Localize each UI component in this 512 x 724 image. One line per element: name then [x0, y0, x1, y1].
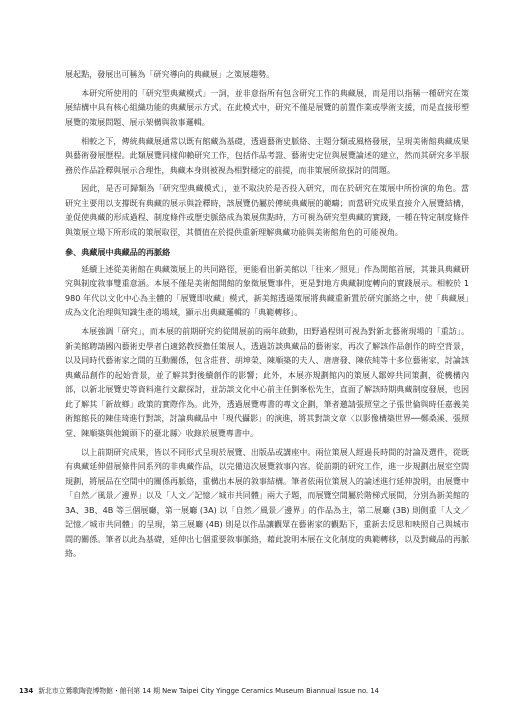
journal-title: 新北市立鶯歌陶瓷博物館・館刊第 14 期 New Taipei City Yingge Ceramics Museum Biannual Issue no. 14: [38, 687, 379, 695]
paragraph: 本研究所使用的「研究型典藏模式」一詞，並非意指所有包含研究工作的典藏展，而是用以指稱一種研究在策展結構中具有核心組織功能的典藏展示方式。在此模式中，研究不僅是展覽的前置作業或學術支援，而是直接形塑展覽的策展問題、展示架構與敘事邏輯。: [65, 88, 469, 127]
section-heading: 參、典藏展中典藏品的再脈絡: [65, 246, 171, 257]
page-number: 134: [19, 687, 34, 695]
page-footer: [19, 685, 379, 695]
paragraph: 以上前期研究成果，皆以不同形式呈現於展覽、出版品或講座中。兩位策展人經過長時間的討論及選件，從既有典藏延伸借展條件同系列的非典藏作品，以完備這次展覽敘事內容。從前期的研究工作，進一步規劃出展室空間規劃，將展品在空間中的關係再脈絡，重構出本展的敘事結構。筆者依兩位策展人的論述進行延伸說明，由展覽中「自然／風景／邊界」以及「人文／記憶／城市共同體」兩大子題，而展覽空間屬於階梯式展間，分別為新美館的 3A、3B、4B 等三個展廳，第一展廳 (3A) 以「自然／風景／邊界」的作品為主，第二展廳 (3B) 則側重「人文／記憶／城市共同體」的呈現，第三展廳 (4B) 則是以作品讓觀眾在藝術家的觀點下，重新去反思和映照自己與城市間的關係。筆者以此為基礎，延伸出七個重要敘事脈絡，藉此說明本展在文化制度的典範轉移，以及對藏品的再脈絡。: [65, 447, 469, 559]
paragraph: 因此，是否可歸類為「研究型典藏模式」，並不取決於是否投入研究，而在於研究在策展中所扮演的角色。當研究主要用以支撐既有典藏的展示與詮釋時，該展覽仍屬於傳統典藏展的範疇；而當研究成果直接介入展覽結構，並促使典藏的形成過程、制度條件或歷史脈絡成為策展焦點時，方可視為研究型典藏的實踐，一種在特定制度條件與策展立場下所形成的策展取徑，其價值在於提供重新理解典藏功能與美術館角色的可能視角。: [65, 184, 469, 238]
paragraph: 展起點，發展出可稱為「研究導向的典藏展」之策展趨勢。: [65, 70, 275, 79]
paragraph-group-intro: [65, 68, 469, 241]
paragraph-group-section: [65, 263, 469, 562]
paragraph: 相較之下，傳統典藏展通常以既有館藏為基礎，透過藝術史脈絡、主題分類或風格發展，呈現美術館典藏成果與藝術發展歷程。此類展覽同樣仰賴研究工作，包括作品考證、藝術史定位與展覽論述的建立，然而其研究多半服務於作品詮釋與展示合理性，典藏本身則被視為相對穩定的前提，而非策展所欲探討的問題。: [65, 136, 469, 175]
paragraph: 本展強調「研究」，而本展的前期研究約從開展前的兩年啟動，田野過程則可視為對新北藝術現場的「重訪」。新美館聘請國內藝術史學者白適銘教授擔任策展人，透過訪談典藏品的藝術家，再次了解該作品創作的時空背景，以及同時代藝術家之間的互動關係，包含莊普、胡坤榮、陳順築的夫人、唐唐發、陳依純等十多位藝術家，討論該典藏品創作的起始背景，並了解其對後續創作的影響；此外，本展亦規劃館內的策展人鄒婷共同策劃，從機構內部，以新北展覽史等資料進行文獻探討，並訪談文化中心前主任劉峯松先生，直面了解該時期典藏制度發展，也因此了解其「新故鄉」政策的實際作為。此外，透過展覽專書的專文企劃，筆者邀請張照堂之子張世倫與時任嘉義美術館館長的陳佳琦進行對談，討論典藏品中「現代攝影」的演進，將其對談文章〈以影像構築世界──鄭桑溪、張照堂、陳順築與他鏡頭下的臺北縣〉收錄於展覽專書中。: [65, 326, 469, 438]
article-body: [65, 68, 469, 562]
paragraph: 延續上述從美術館在典藏策展上的共同路徑，更能看出新美館以「往來／照見」作為開館首展，其兼具典藏研究與制度敘事雙重意涵。本展不僅是美術館開館的象徵展覽事件，更是對地方典藏制度轉向的實踐展示。相較於 1980 年代以文化中心為主體的「展覽即收藏」模式，新美館透過策展將典藏重新置於研究脈絡之中，使「典藏展」成為文化治理與知識生產的場域，顯示出典藏邏輯的「典範轉移」。: [65, 264, 469, 318]
